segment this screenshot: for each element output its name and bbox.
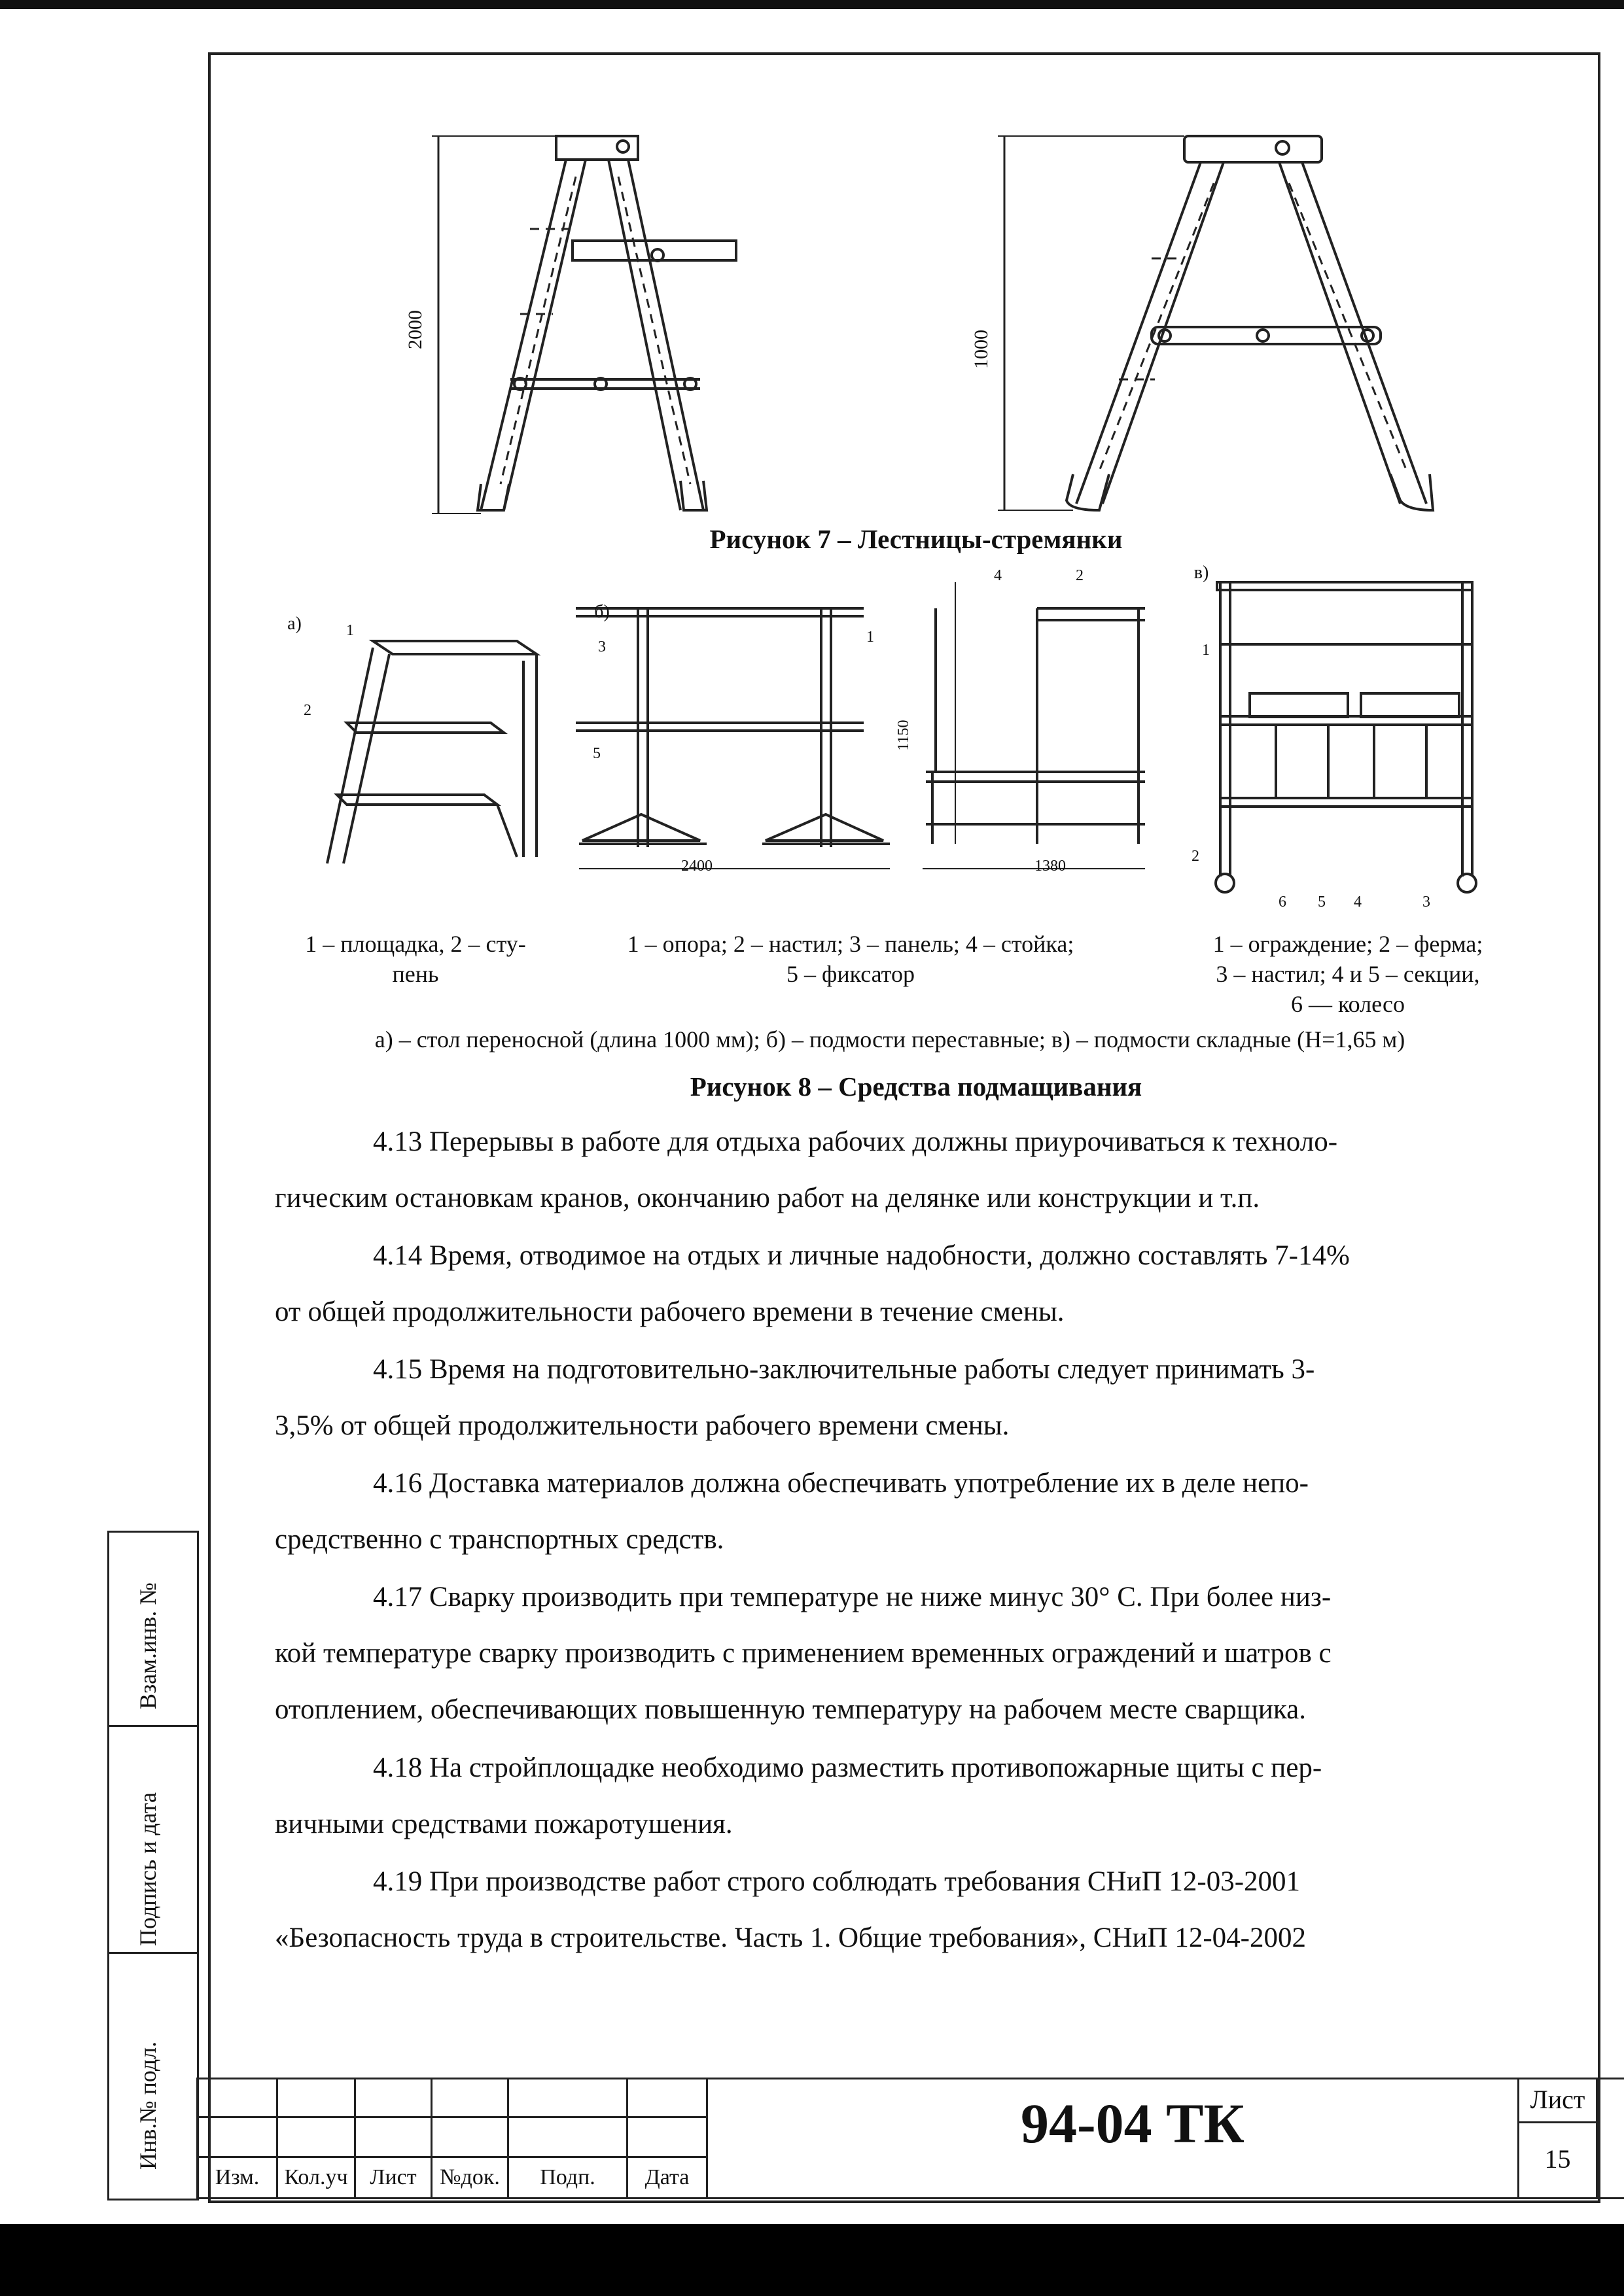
fig8a-legend-line: 1 – площадка, 2 – сту- <box>305 931 526 957</box>
paragraph-4-19 <box>275 1854 1511 1966</box>
para-line: 4.19 При производстве работ строго соблюдать требования СНиП 12-03-2001 <box>373 1866 1301 1897</box>
tb-cell <box>354 2116 432 2158</box>
para-line: 3,5% от общей продолжительности рабочего времени смены. <box>275 1410 1010 1441</box>
side-stamp-podpis <box>107 1725 199 1954</box>
tb-cell <box>507 2078 628 2118</box>
fig8a-legend <box>275 929 556 989</box>
tb-header-podp: Подп. <box>507 2156 628 2199</box>
tb-header-data: Дата <box>626 2156 708 2199</box>
tb-cell <box>354 2078 432 2118</box>
fig8-callout-a-1: 1 <box>346 622 354 639</box>
fig8-callout-c-1: 1 <box>1202 642 1210 659</box>
tb-header-izm: Изм. <box>196 2156 278 2199</box>
paragraph-4-18 <box>275 1740 1511 1852</box>
para-line: 4.18 На стройплощадке необходимо разместить противопожарные щиты с пер- <box>373 1752 1322 1783</box>
para-line: «Безопасность труда в строительстве. Часть 1. Общие требования», СНиП 12-04-2002 <box>275 1922 1306 1953</box>
paragraph-4-17 <box>275 1569 1511 1738</box>
side-label-podpis: Подпись и дата <box>135 1792 161 1946</box>
tb-cell <box>626 2078 708 2118</box>
fig8b-legend-line: 5 – фиксатор <box>786 961 915 987</box>
para-line: 4.13 Перерывы в работе для отдыха рабочих должны приурочиваться к техноло- <box>373 1126 1338 1157</box>
paragraph-4-13 <box>275 1114 1511 1226</box>
paragraph-4-15 <box>275 1342 1511 1454</box>
para-line: 4.15 Время на подготовительно-заключительные работы следует принимать 3- <box>373 1354 1315 1385</box>
tb-sheet-label: Лист <box>1517 2078 1598 2123</box>
para-line: гическим остановкам кранов, окончанию работ на делянке или конструкции и т.п. <box>275 1183 1260 1213</box>
fig8b-dim-1150: 1150 <box>895 720 912 751</box>
fig8-callout-c-4: 4 <box>1354 894 1362 911</box>
side-stamp-vzam <box>107 1531 199 1727</box>
side-label-vzam: Взам.инв. № <box>135 1582 161 1709</box>
para-line: вичными средствами пожаротушения. <box>275 1809 733 1839</box>
fig8c-legend-line: 6 — колесо <box>1290 991 1405 1017</box>
fig8-callout-b-1: 1 <box>866 629 874 646</box>
tb-cell <box>196 2078 278 2118</box>
fig8-callout-b-2: 2 <box>1076 567 1084 584</box>
fig8-callout-b-5: 5 <box>593 745 601 762</box>
para-line: кой температуре сварку производить с применением временных ограждений и шатров с <box>275 1638 1332 1669</box>
para-line: от общей продолжительности рабочего времени в течение смены. <box>275 1296 1065 1327</box>
side-label-inv: Инв.№ подл. <box>135 2041 161 2170</box>
scan-border-top <box>0 0 1624 9</box>
paragraph-4-16 <box>275 1455 1511 1568</box>
para-line: 4.16 Доставка материалов должна обеспечивать употребление их в деле непо- <box>373 1468 1309 1499</box>
fig8b-dim-2400: 2400 <box>681 858 713 875</box>
fig8a-legend-line: пень <box>392 961 439 987</box>
tb-sheet-number: 15 <box>1517 2121 1598 2199</box>
fig8-note: а) – стол переносной (длина 1000 мм); б) – подмости переставные; в) – подмости складные (Н=1,65 м) <box>374 1026 1405 1052</box>
document-code: 94-04 ТК <box>1021 2092 1244 2155</box>
side-stamp-inv <box>107 1952 199 2200</box>
figure8-caption: Рисунок 8 – Средства подмащивания <box>690 1071 1142 1102</box>
fig8-callout-c-2: 2 <box>1192 848 1199 865</box>
tb-header-koluch: Кол.уч <box>276 2156 356 2199</box>
fig8-callout-c-3: 3 <box>1422 894 1430 911</box>
fig8-callout-a-2: 2 <box>304 702 311 719</box>
fig8a-tag: а) <box>287 614 302 634</box>
paragraph-4-14 <box>275 1228 1511 1340</box>
fig8c-legend-line: 1 – ограждение; 2 – ферма; <box>1212 931 1483 957</box>
tb-cell <box>196 2116 278 2158</box>
para-line: отоплением, обеспечивающих повышенную температуру на рабочем месте сварщика. <box>275 1694 1306 1725</box>
para-line: средственно с транспортных средств. <box>275 1524 724 1555</box>
tb-cell <box>626 2116 708 2158</box>
title-block <box>196 2078 1598 2199</box>
fig8b-legend <box>589 929 1112 989</box>
fig8-callout-b-4: 4 <box>994 567 1002 584</box>
fig8b-legend-line: 1 – опора; 2 – настил; 3 – панель; 4 – стойка; <box>627 931 1074 957</box>
fig8c-legend <box>1165 929 1531 1019</box>
para-line: 4.17 Сварку производить при температуре не ниже минус 30° С. При более низ- <box>373 1582 1332 1612</box>
fig8-callout-b-3: 3 <box>598 638 606 655</box>
tb-cell <box>507 2116 628 2158</box>
scan-border-bottom <box>0 2224 1624 2296</box>
fig7-dim-2000: 2000 <box>404 310 426 349</box>
fig8b-tag: б) <box>594 602 610 622</box>
tb-cell <box>276 2078 356 2118</box>
fig8-callout-c-6: 6 <box>1279 894 1286 911</box>
fig8b-dim-1380: 1380 <box>1034 858 1066 875</box>
tb-cell <box>431 2116 509 2158</box>
figure7-caption: Рисунок 7 – Лестницы-стремянки <box>709 524 1123 554</box>
fig7-dim-1000: 1000 <box>970 330 992 369</box>
fig8-callout-c-5: 5 <box>1318 894 1326 911</box>
tb-header-list: Лист <box>354 2156 432 2199</box>
tb-header-ndok: №док. <box>431 2156 509 2199</box>
tb-cell <box>431 2078 509 2118</box>
fig8c-legend-line: 3 – настил; 4 и 5 – секции, <box>1216 961 1480 987</box>
figure7-drawing <box>393 118 1505 530</box>
tb-cell <box>276 2116 356 2158</box>
para-line: 4.14 Время, отводимое на отдых и личные надобности, должно составлять 7-14% <box>373 1240 1350 1271</box>
fig8c-tag: в) <box>1193 563 1209 583</box>
